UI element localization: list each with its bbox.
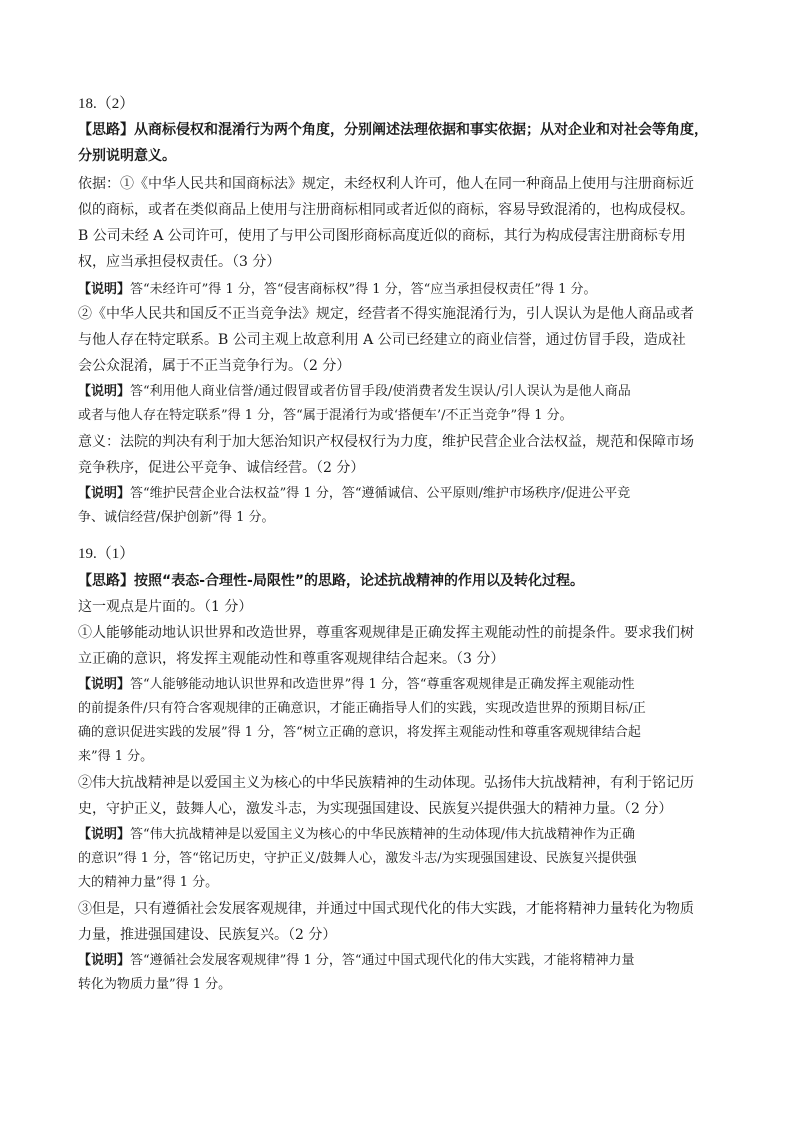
q18-basis1-line-2: 似的商标，或者在类似商品上使用与注册商标相同或者近似的商标，容易导致混淆的，也构成侵权。 <box>78 202 694 218</box>
q19-note3-line-1: 【说明】答“遵循社会发展客观规律”得 1 分，答“通过中国式现代化的伟大实践，才能将精神力量 <box>78 953 635 968</box>
q18-note2-label: 【说明】 <box>78 384 131 399</box>
q19-note1-line-1: 【说明】答“人能够能动地认识世界和改造世界”得 1 分，答“尊重客观规律是正确发挥主观能动性 <box>78 677 635 692</box>
q19-note2-line-3: 大的精神力量”得 1 分。 <box>78 875 219 890</box>
q18-note1-line-1: 【说明】答“未经许可”得 1 分，答“侵害商标权”得 1 分，答“应当承担侵权责任”得 1 分。 <box>78 282 597 297</box>
q19-note3-label: 【说明】 <box>78 953 131 968</box>
q19-note1-line-2: 的前提条件/只有符合客观规律的正确意识，才能正确指导人们的实践，实现改造世界的预期目标/正 <box>78 701 646 716</box>
q18-basis1-line-1: 依据：①《中华人民共和国商标法》规定，未经权利人许可，他人在同一种商品上使用与注册商标近 <box>78 176 694 192</box>
q18-note3-line-1: 【说明】答“维护民营企业合法权益”得 1 分，答“遵循诚信、公平原则/维护市场秩序/促进公平竞 <box>78 486 631 501</box>
q19-think-line: 【思路】按照“表态-合理性-局限性”的思路，论述抗战精神的作用以及转化过程。 <box>78 573 585 589</box>
q18-basis1-line-4: 权，应当承担侵权责任。（3 分） <box>78 254 281 270</box>
q18-number: 18.（2） <box>78 96 135 112</box>
q18-meaning-line-2: 竞争秩序，促进公平竞争、诚信经营。（2 分） <box>78 460 365 476</box>
q19-point1-line-1: ①人能够能动地认识世界和改造世界，尊重客观规律是正确发挥主观能动性的前提条件。要求我们树 <box>78 625 694 641</box>
q19-note1-label: 【说明】 <box>78 677 131 692</box>
q19-think-label: 【思路】 <box>78 573 134 589</box>
q19-point3-line-2: 力量，推进强国建设、民族复兴。（2 分） <box>78 927 337 943</box>
q19-note3-line-2: 转化为物质力量”得 1 分。 <box>78 977 232 992</box>
q18-note2-line-1: 【说明】答“利用他人商业信誉/通过假冒或者仿冒手段/使消费者发生误认/引人误认为是他人商品 <box>78 384 631 399</box>
q19-point2-line-2: 史，守护正义，鼓舞人心，激发斗志，为实现强国建设、民族复兴提供强大的精神力量。（2 分） <box>78 801 673 817</box>
q19-point2-line-1: ②伟大抗战精神是以爱国主义为核心的中华民族精神的生动体现。弘扬伟大抗战精神，有利于铭记历 <box>78 775 694 791</box>
q19-point3-line-1: ③但是，只有遵循社会发展客观规律，并通过中国式现代化的伟大实践，才能将精神力量转化为物质 <box>78 901 694 917</box>
q18-basis2-line-3: 会公众混淆，属于不正当竞争行为。（2 分） <box>78 358 351 374</box>
q18-basis2-line-1: ②《中华人民共和国反不正当竞争法》规定，经营者不得实施混淆行为，引人误认为是他人商品或者 <box>78 306 694 322</box>
q18-meaning-line-1: 意义：法院的判决有利于加大惩治知识产权侵权行为力度，维护民营企业合法权益，规范和保障市场 <box>78 434 694 450</box>
q19-note1-line-4: 来”得 1 分。 <box>78 749 154 764</box>
q18-note1-label: 【说明】 <box>78 282 131 297</box>
q18-think-line-1: 【思路】从商标侵权和混淆行为两个角度，分别阐述法理依据和事实依据；从对企业和对社会等角度， <box>78 122 708 138</box>
q18-note3-label: 【说明】 <box>78 486 131 501</box>
q19-stance: 这一观点是片面的。（1 分） <box>78 599 253 615</box>
q19-note1-line-3: 确的意识促进实践的发展”得 1 分，答“树立正确的意识，将发挥主观能动性和尊重客观规律结合起 <box>78 725 641 740</box>
q18-think-label: 【思路】 <box>78 122 134 138</box>
q19-note2-line-2: 的意识”得 1 分，答“铭记历史，守护正义/鼓舞人心，激发斗志/为实现强国建设、民族复兴提供强 <box>78 851 637 866</box>
q18-note2-line-2: 或者与他人存在特定联系”得 1 分，答“属于混淆行为或‘搭便车’/不正当竞争”得 1 分。 <box>78 408 573 423</box>
q19-note2-label: 【说明】 <box>78 827 131 842</box>
q18-basis2-line-2: 与他人存在特定联系。B 公司主观上故意利用 A 公司已经建立的商业信誉，通过仿冒手段，造成社 <box>78 332 686 348</box>
q18-basis1-line-3: B 公司未经 A 公司许可，使用了与甲公司图形商标高度近似的商标，其行为构成侵害注册商标专用 <box>78 228 686 244</box>
q19-point1-line-2: 立正确的意识，将发挥主观能动性和尊重客观规律结合起来。（3 分） <box>78 651 505 667</box>
q18-note3-line-2: 争、诚信经营/保护创新”得 1 分。 <box>78 510 275 525</box>
q19-note2-line-1: 【说明】答“伟大抗战精神是以爱国主义为核心的中华民族精神的生动体现/伟大抗战精神作为正确 <box>78 827 636 842</box>
q18-think-line-2: 分别说明意义。 <box>78 148 176 164</box>
q19-number: 19.（1） <box>78 546 135 562</box>
